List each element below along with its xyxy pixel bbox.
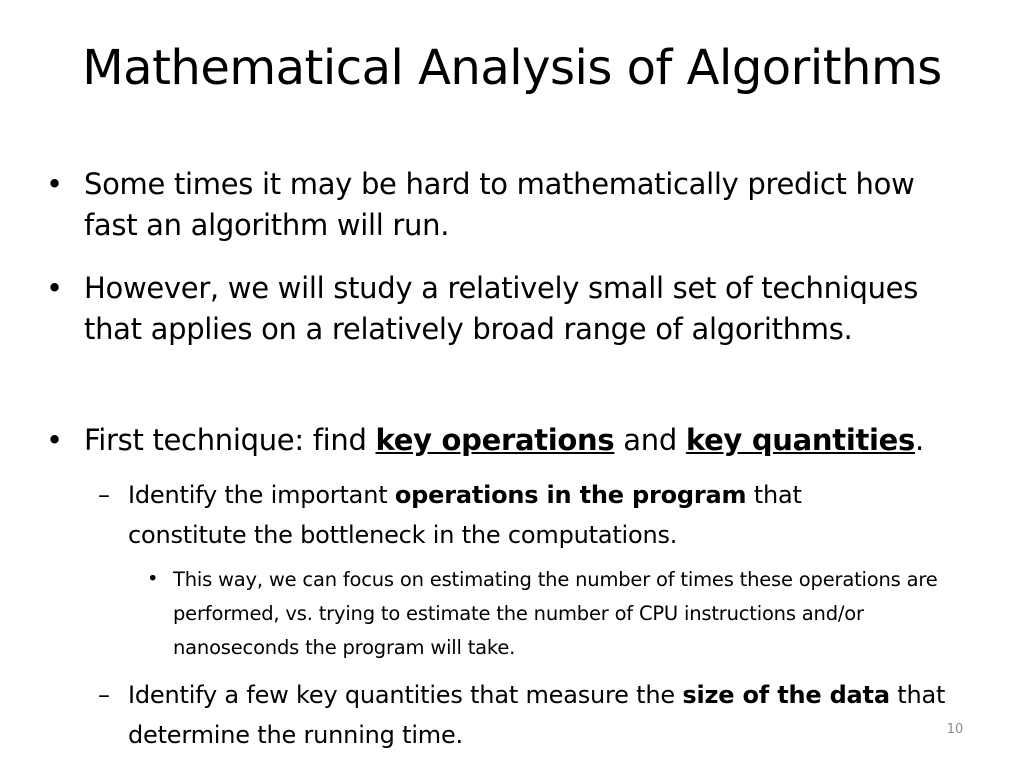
sub-bullet-text	[128, 475, 888, 555]
key-operations-term: key operations	[375, 423, 615, 457]
bullet-item	[46, 268, 964, 350]
sub-bullet-item	[98, 475, 888, 555]
bullet-item	[46, 420, 984, 461]
sub-bullet-marker: –	[98, 481, 110, 509]
key-quantities-term: key quantities	[685, 423, 915, 457]
slide-number: 10	[946, 722, 964, 737]
sub-bullet-suffix: that constitute the bottleneck in the computations.	[128, 481, 802, 549]
sub-sub-bullet-item	[147, 563, 973, 665]
sub-bullet-suffix: that determine the running time.	[128, 681, 946, 749]
slide-title: Mathematical Analysis of Algorithms	[82, 40, 942, 96]
bullet-text	[84, 420, 984, 461]
sub-sub-bullet-text: This way, we can focus on estimating the number of times these operations are performed, vs. trying to estimate the number of CPU instructions and/or nanoseconds the program will take.	[173, 568, 938, 659]
bold-term: operations in the program	[394, 481, 747, 509]
sub-bullet-item	[98, 675, 998, 755]
bullet-item	[46, 164, 964, 246]
bullet-marker: •	[46, 423, 63, 457]
sub-bullet-text	[128, 675, 998, 755]
bullet-marker: •	[46, 167, 63, 201]
sub-sub-bullet-marker: •	[147, 567, 159, 590]
sub-bullet-prefix: Identify a few key quantities that measure the	[128, 681, 683, 709]
bullet-text-prefix: First technique: find	[84, 423, 376, 457]
bullet-text: Some times it may be hard to mathematically predict how fast an algorithm will run.	[84, 167, 915, 242]
sub-bullet-marker: –	[98, 681, 110, 709]
bullet-marker: •	[46, 271, 63, 305]
sub-bullet-prefix: Identify the important	[128, 481, 395, 509]
bullet-text-middle: and	[614, 423, 686, 457]
bullet-text-suffix: .	[915, 423, 924, 457]
bullet-text: However, we will study a relatively small set of techniques that applies on a relatively broad range of algorithms.	[84, 271, 919, 346]
bold-term: size of the data	[682, 681, 890, 709]
